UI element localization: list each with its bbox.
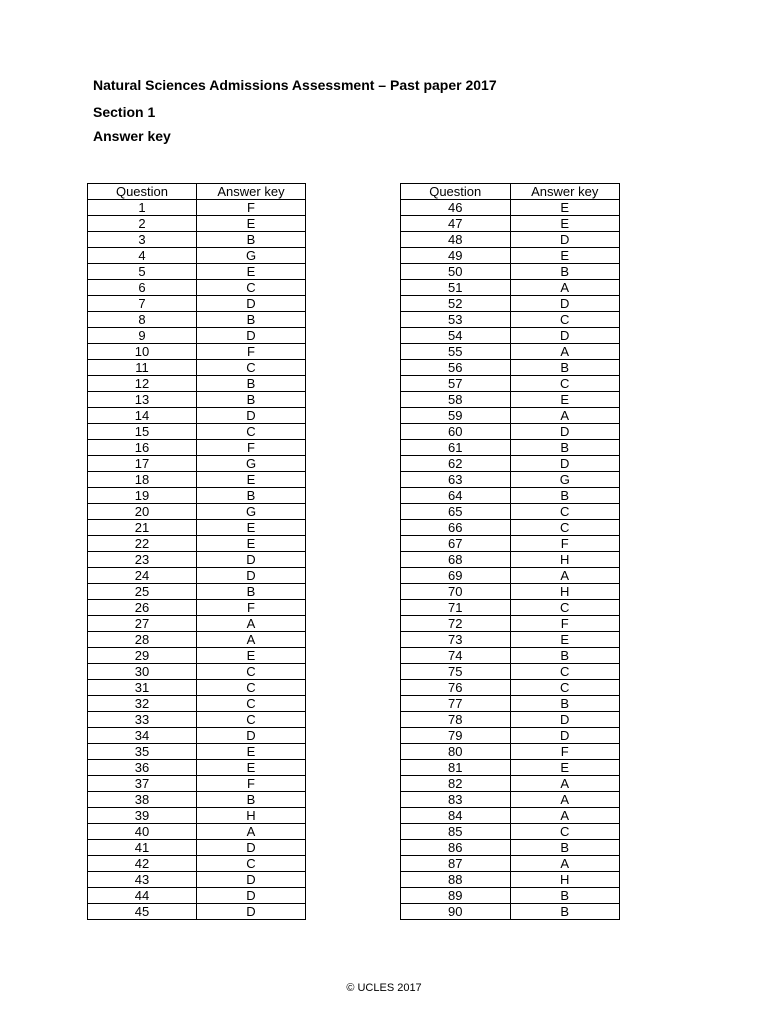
question-number: 80 (401, 744, 511, 760)
table-row (88, 888, 306, 904)
answer-letter: F (510, 744, 620, 760)
table-row (88, 904, 306, 920)
question-number: 57 (401, 376, 511, 392)
table-row (401, 904, 620, 920)
answer-letter: E (197, 744, 306, 760)
answer-letter: E (197, 472, 306, 488)
table-row (88, 600, 306, 616)
question-number: 58 (401, 392, 511, 408)
answer-letter: D (510, 456, 620, 472)
question-number: 17 (88, 456, 197, 472)
answer-letter: D (510, 328, 620, 344)
table-row (401, 888, 620, 904)
table-row (88, 312, 306, 328)
table-row (401, 312, 620, 328)
answer-letter: A (510, 568, 620, 584)
answer-column-header: Answer key (197, 184, 306, 200)
answer-letter: B (197, 376, 306, 392)
table-row (401, 488, 620, 504)
question-number: 44 (88, 888, 197, 904)
question-number: 33 (88, 712, 197, 728)
table-row (88, 728, 306, 744)
table-row (88, 520, 306, 536)
answer-letter: A (510, 808, 620, 824)
answer-letter: C (510, 504, 620, 520)
table-row (88, 792, 306, 808)
table-row (88, 408, 306, 424)
answer-letter: E (197, 760, 306, 776)
answer-letter: B (510, 888, 620, 904)
table-row (88, 664, 306, 680)
answer-letter: B (510, 488, 620, 504)
table-row (88, 296, 306, 312)
table-row (88, 744, 306, 760)
answer-letter: F (197, 776, 306, 792)
question-number: 18 (88, 472, 197, 488)
question-number: 32 (88, 696, 197, 712)
question-number: 5 (88, 264, 197, 280)
question-number: 82 (401, 776, 511, 792)
table-row (401, 664, 620, 680)
answer-letter: E (510, 760, 620, 776)
table-row (88, 440, 306, 456)
question-number: 30 (88, 664, 197, 680)
table-row (401, 712, 620, 728)
question-number: 52 (401, 296, 511, 312)
answer-letter: E (510, 632, 620, 648)
table-row (401, 344, 620, 360)
table-row (88, 200, 306, 216)
question-number: 53 (401, 312, 511, 328)
answer-letter: C (510, 600, 620, 616)
table-row (88, 360, 306, 376)
answer-letter: D (197, 888, 306, 904)
table-row (88, 424, 306, 440)
question-number: 4 (88, 248, 197, 264)
answer-letter: D (510, 232, 620, 248)
question-number: 61 (401, 440, 511, 456)
answer-letter: D (510, 424, 620, 440)
table-row (401, 200, 620, 216)
table-row (88, 264, 306, 280)
answer-letter: E (197, 536, 306, 552)
answer-letter: F (197, 600, 306, 616)
answer-letter: A (510, 408, 620, 424)
question-number: 79 (401, 728, 511, 744)
table-row (401, 632, 620, 648)
table-row (88, 504, 306, 520)
table-row (88, 584, 306, 600)
answer-letter: H (510, 872, 620, 888)
answer-letter: F (510, 536, 620, 552)
question-number: 48 (401, 232, 511, 248)
answer-letter: C (510, 520, 620, 536)
table-row (88, 776, 306, 792)
table-row (88, 216, 306, 232)
table-row (88, 872, 306, 888)
answer-letter: E (510, 200, 620, 216)
question-number: 41 (88, 840, 197, 856)
question-number: 6 (88, 280, 197, 296)
table-row (88, 616, 306, 632)
answer-letter: A (197, 824, 306, 840)
answer-column-header: Answer key (510, 184, 620, 200)
question-number: 40 (88, 824, 197, 840)
question-number: 12 (88, 376, 197, 392)
answer-letter: A (510, 280, 620, 296)
table-row (88, 568, 306, 584)
answer-letter: B (197, 312, 306, 328)
table-row (88, 680, 306, 696)
question-number: 28 (88, 632, 197, 648)
answer-letter: D (197, 296, 306, 312)
question-number: 1 (88, 200, 197, 216)
question-number: 19 (88, 488, 197, 504)
question-number: 42 (88, 856, 197, 872)
table-row (401, 392, 620, 408)
question-number: 89 (401, 888, 511, 904)
question-number: 35 (88, 744, 197, 760)
question-number: 78 (401, 712, 511, 728)
answer-letter: E (510, 248, 620, 264)
answer-letter: B (510, 264, 620, 280)
table-row (401, 440, 620, 456)
table-row (401, 408, 620, 424)
table-row (88, 376, 306, 392)
table-row (88, 344, 306, 360)
table-row (401, 792, 620, 808)
answer-letter: G (197, 456, 306, 472)
table-row (401, 424, 620, 440)
answer-table-right-body (401, 200, 620, 920)
answer-letter: C (510, 312, 620, 328)
answer-letter: D (197, 328, 306, 344)
answer-letter: F (510, 616, 620, 632)
question-number: 24 (88, 568, 197, 584)
question-number: 65 (401, 504, 511, 520)
answer-letter: C (510, 680, 620, 696)
question-number: 49 (401, 248, 511, 264)
answer-letter: C (510, 376, 620, 392)
question-number: 16 (88, 440, 197, 456)
question-number: 70 (401, 584, 511, 600)
question-number: 39 (88, 808, 197, 824)
table-row (401, 248, 620, 264)
question-number: 84 (401, 808, 511, 824)
question-number: 22 (88, 536, 197, 552)
answer-letter: B (510, 360, 620, 376)
table-row (88, 840, 306, 856)
answer-table-right (400, 183, 620, 920)
answer-letter: D (197, 728, 306, 744)
answer-letter: C (197, 712, 306, 728)
answer-key-heading: Answer key (93, 128, 171, 144)
table-row (401, 760, 620, 776)
answer-letter: D (510, 728, 620, 744)
table-row (401, 696, 620, 712)
question-number: 69 (401, 568, 511, 584)
question-number: 21 (88, 520, 197, 536)
table-row (88, 472, 306, 488)
question-number: 62 (401, 456, 511, 472)
table-row (88, 856, 306, 872)
table-row (401, 744, 620, 760)
answer-letter: D (197, 568, 306, 584)
answer-letter: G (197, 248, 306, 264)
answer-letter: A (510, 792, 620, 808)
question-number: 45 (88, 904, 197, 920)
answer-letter: D (510, 712, 620, 728)
table-row (88, 232, 306, 248)
question-number: 90 (401, 904, 511, 920)
question-number: 37 (88, 776, 197, 792)
table-row (401, 872, 620, 888)
table-row (401, 296, 620, 312)
answer-letter: H (510, 584, 620, 600)
answer-letter: C (197, 664, 306, 680)
question-number: 73 (401, 632, 511, 648)
answer-letter: B (197, 792, 306, 808)
question-number: 54 (401, 328, 511, 344)
answer-letter: A (510, 856, 620, 872)
table-row (88, 696, 306, 712)
table-row (88, 488, 306, 504)
table-row (88, 536, 306, 552)
answer-letter: C (510, 824, 620, 840)
question-number: 3 (88, 232, 197, 248)
question-number: 60 (401, 424, 511, 440)
table-row (88, 552, 306, 568)
table-row (401, 776, 620, 792)
question-number: 81 (401, 760, 511, 776)
table-row (88, 648, 306, 664)
answer-letter: D (197, 552, 306, 568)
table-row (401, 376, 620, 392)
question-number: 38 (88, 792, 197, 808)
answer-letter: G (510, 472, 620, 488)
answer-letter: B (197, 488, 306, 504)
answer-letter: D (197, 904, 306, 920)
answer-letter: C (197, 680, 306, 696)
answer-letter: E (197, 520, 306, 536)
answer-letter: B (510, 440, 620, 456)
question-number: 11 (88, 360, 197, 376)
question-number: 75 (401, 664, 511, 680)
table-row (88, 824, 306, 840)
table-row (401, 264, 620, 280)
question-number: 67 (401, 536, 511, 552)
table-header-row (88, 184, 306, 200)
question-number: 55 (401, 344, 511, 360)
answer-table-left-body (88, 200, 306, 920)
table-row (401, 456, 620, 472)
answer-letter: F (197, 200, 306, 216)
table-row (401, 504, 620, 520)
question-number: 29 (88, 648, 197, 664)
answer-letter: B (197, 584, 306, 600)
table-row (401, 824, 620, 840)
table-row (88, 808, 306, 824)
question-number: 59 (401, 408, 511, 424)
answer-letter: A (197, 616, 306, 632)
question-number: 88 (401, 872, 511, 888)
question-number: 76 (401, 680, 511, 696)
answer-letter: D (197, 840, 306, 856)
question-column-header: Question (401, 184, 511, 200)
question-number: 68 (401, 552, 511, 568)
question-number: 26 (88, 600, 197, 616)
question-number: 23 (88, 552, 197, 568)
answer-letter: B (197, 392, 306, 408)
answer-letter: E (197, 264, 306, 280)
answer-letter: F (197, 344, 306, 360)
table-row (401, 360, 620, 376)
answer-letter: C (510, 664, 620, 680)
question-number: 72 (401, 616, 511, 632)
question-column-header: Question (88, 184, 197, 200)
answer-letter: E (510, 392, 620, 408)
question-number: 85 (401, 824, 511, 840)
table-row (401, 520, 620, 536)
question-number: 63 (401, 472, 511, 488)
answer-letter: D (197, 872, 306, 888)
table-row (401, 600, 620, 616)
table-row (401, 568, 620, 584)
answer-letter: H (510, 552, 620, 568)
question-number: 2 (88, 216, 197, 232)
question-number: 74 (401, 648, 511, 664)
table-row (401, 808, 620, 824)
table-row (401, 232, 620, 248)
table-row (401, 840, 620, 856)
table-row (88, 328, 306, 344)
question-number: 64 (401, 488, 511, 504)
question-number: 71 (401, 600, 511, 616)
question-number: 20 (88, 504, 197, 520)
table-row (401, 536, 620, 552)
question-number: 10 (88, 344, 197, 360)
copyright-footer: © UCLES 2017 (346, 982, 422, 994)
answer-letter: E (510, 216, 620, 232)
table-row (401, 616, 620, 632)
question-number: 13 (88, 392, 197, 408)
answer-letter: A (197, 632, 306, 648)
table-row (88, 760, 306, 776)
table-row (401, 280, 620, 296)
question-number: 43 (88, 872, 197, 888)
answer-letter: E (197, 216, 306, 232)
question-number: 36 (88, 760, 197, 776)
question-number: 87 (401, 856, 511, 872)
answer-letter: A (510, 344, 620, 360)
question-number: 9 (88, 328, 197, 344)
answer-letter: H (197, 808, 306, 824)
answer-letter: C (197, 280, 306, 296)
table-row (401, 648, 620, 664)
table-row (401, 216, 620, 232)
answer-letter: E (197, 648, 306, 664)
answer-letter: B (510, 904, 620, 920)
table-row (88, 280, 306, 296)
question-number: 51 (401, 280, 511, 296)
answer-letter: C (197, 424, 306, 440)
answer-letter: C (197, 696, 306, 712)
table-row (401, 552, 620, 568)
question-number: 7 (88, 296, 197, 312)
question-number: 27 (88, 616, 197, 632)
question-number: 50 (401, 264, 511, 280)
question-number: 86 (401, 840, 511, 856)
table-row (88, 392, 306, 408)
answer-letter: D (197, 408, 306, 424)
answer-letter: B (197, 232, 306, 248)
table-row (401, 328, 620, 344)
table-row (401, 472, 620, 488)
question-number: 15 (88, 424, 197, 440)
question-number: 56 (401, 360, 511, 376)
answer-letter: C (197, 856, 306, 872)
section-heading: Section 1 (93, 104, 156, 120)
table-row (401, 680, 620, 696)
table-header-row (401, 184, 620, 200)
answer-letter: B (510, 696, 620, 712)
question-number: 31 (88, 680, 197, 696)
table-row (88, 248, 306, 264)
answer-letter: B (510, 648, 620, 664)
question-number: 46 (401, 200, 511, 216)
answer-table-left (87, 183, 306, 920)
answer-letter: A (510, 776, 620, 792)
table-row (88, 712, 306, 728)
answer-letter: G (197, 504, 306, 520)
table-row (401, 856, 620, 872)
table-row (401, 584, 620, 600)
answer-letter: F (197, 440, 306, 456)
document-title: Natural Sciences Admissions Assessment – Past paper 2017 (93, 77, 497, 93)
question-number: 14 (88, 408, 197, 424)
question-number: 8 (88, 312, 197, 328)
question-number: 83 (401, 792, 511, 808)
question-number: 77 (401, 696, 511, 712)
table-row (88, 632, 306, 648)
table-row (401, 728, 620, 744)
question-number: 34 (88, 728, 197, 744)
question-number: 25 (88, 584, 197, 600)
answer-letter: C (197, 360, 306, 376)
question-number: 47 (401, 216, 511, 232)
question-number: 66 (401, 520, 511, 536)
table-row (88, 456, 306, 472)
answer-letter: B (510, 840, 620, 856)
answer-letter: D (510, 296, 620, 312)
